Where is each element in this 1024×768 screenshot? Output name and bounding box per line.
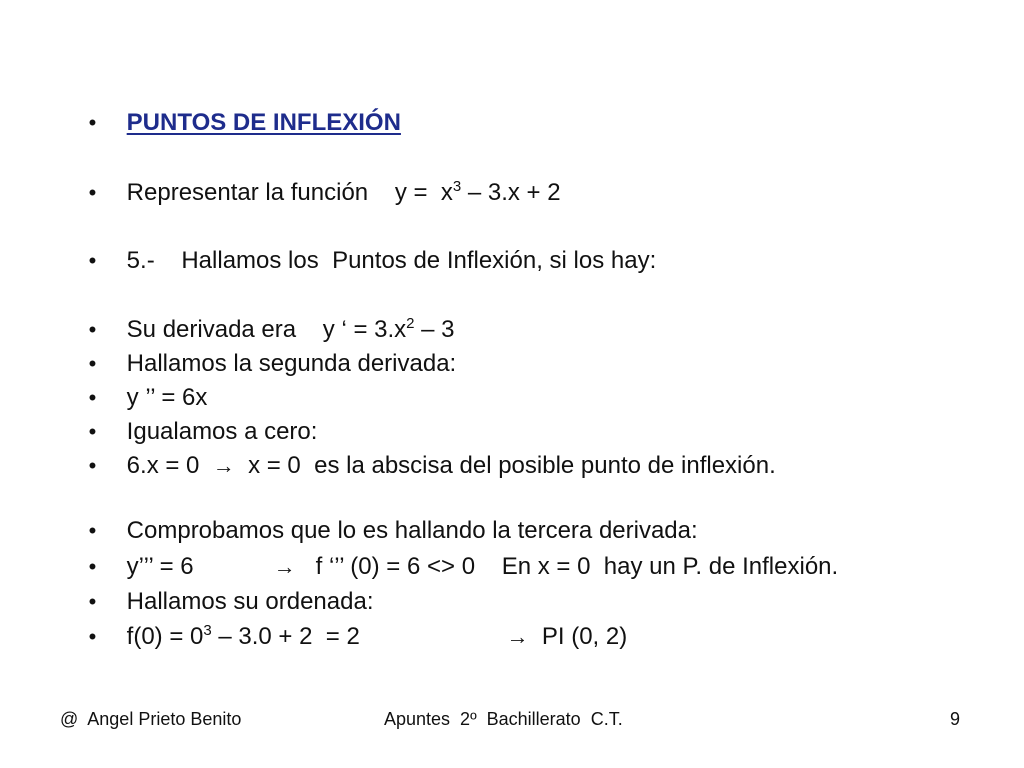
ordinate-equation-rest: – 3.0 + 2 = 2 [211, 623, 507, 650]
bullet: • [88, 419, 97, 444]
second-derivative-intro-text: Hallamos la segunda derivada: [126, 350, 457, 377]
abscissa-text: x = 0 es la abscisa del posible punto de inflexión. [234, 452, 776, 479]
abscissa-equation: 6.x = 0 [126, 452, 213, 479]
third-derivative-text: y’’’ = 6 [126, 553, 274, 580]
bullet: • [88, 385, 97, 410]
bullet: • [88, 624, 97, 649]
arrow-right-icon: → [506, 624, 529, 649]
slide-title: PUNTOS DE INFLEXIÓN [126, 109, 401, 136]
first-derivative-rest: – 3 [414, 316, 455, 343]
bullet: • [88, 317, 97, 342]
bullet: • [88, 351, 97, 376]
inflection-conclusion: f ‘’’ (0) = 6 <> 0 En x = 0 hay un P. de Inflexión. [295, 553, 839, 580]
exponent: 3 [452, 178, 462, 195]
bullet: • [88, 453, 97, 478]
equate-zero-text: Igualamos a cero: [126, 418, 318, 445]
inflection-point: PI (0, 2) [528, 623, 628, 650]
arrow-right-icon: → [273, 554, 296, 579]
exponent: 3 [203, 622, 212, 639]
ordinate-intro-text: Hallamos su ordenada: [126, 588, 374, 615]
footer-author: @ Angel Prieto Benito [60, 709, 242, 729]
third-derivative-intro-text: Comprobamos que lo es hallando la tercera derivada: [126, 517, 698, 544]
bullet: • [88, 554, 97, 579]
arrow-right-icon: → [212, 453, 235, 478]
bullet: • [88, 180, 97, 205]
function-text: Representar la función y = x [126, 179, 453, 206]
step-text: 5.- Hallamos los Puntos de Inflexión, si los hay: [126, 247, 657, 274]
bullet: • [88, 248, 97, 273]
ordinate-line [62, 592, 627, 682]
bullet: • [88, 589, 97, 614]
function-rest: – 3.x + 2 [461, 179, 561, 206]
bullet: • [88, 518, 97, 543]
footer-page-number: 9 [950, 709, 961, 729]
footer-course: Apuntes 2º Bachillerato C.T. [384, 709, 623, 729]
first-derivative-text: Su derivada era y ‘ = 3.x [126, 316, 407, 343]
second-derivative-text: y ’’ = 6x [126, 384, 208, 411]
exponent: 2 [406, 315, 415, 332]
ordinate-equation-start: f(0) = 0 [126, 623, 204, 650]
bullet: • [88, 110, 97, 135]
